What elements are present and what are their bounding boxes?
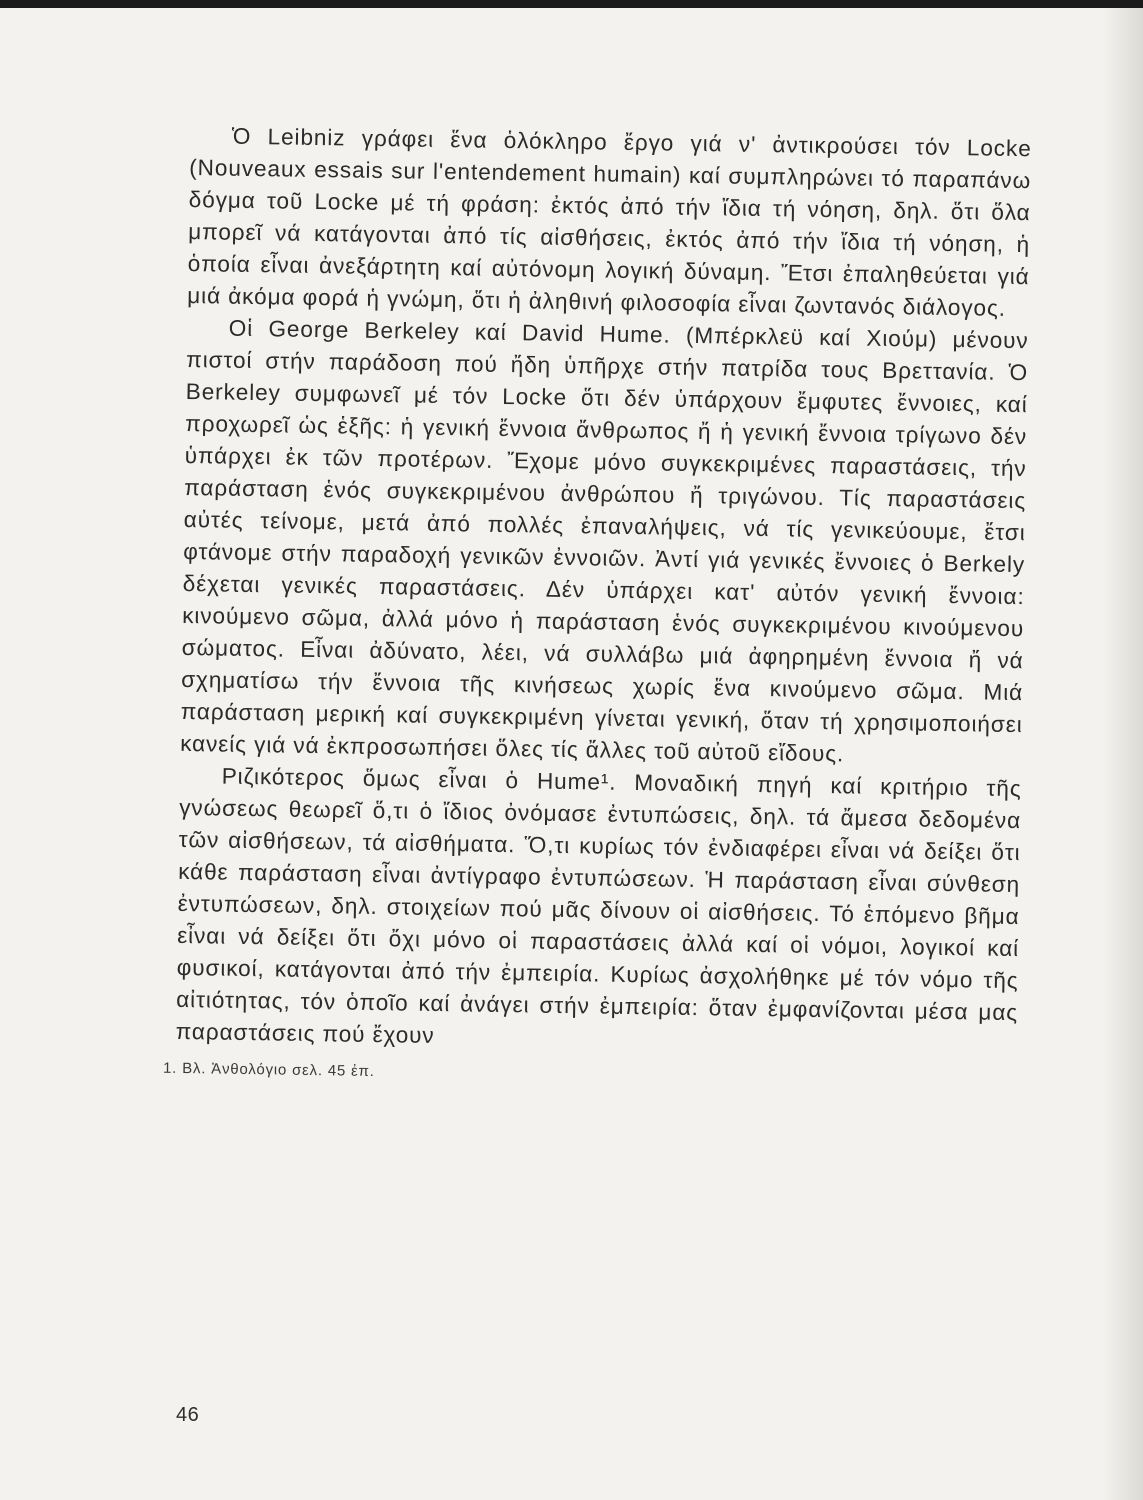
footnote: 1. Βλ. Ἀνθολόγιο σελ. 45 ἐπ.: [162, 1059, 375, 1081]
page-number: 46: [176, 1404, 200, 1426]
body-text: [162, 120, 1032, 1093]
scan-top-edge: [0, 0, 1143, 8]
book-page: [0, 8, 1143, 1500]
paragraph-hume: Ριζικότερος ὅμως εἶναι ὁ Hume¹. Μοναδική πηγή καί κριτήριο τῆς γνώσεως θεωρεῖ ὅ,τι ὁ ἴδιος ὀνόμασε ἐντυπώσεις, δηλ. τά ἄμεσα δεδομένα τῶν αἰσθήσεων, τά αἰσθήματα. Ὅ,τι κυρίως τόν ἐνδιαφέρει εἶναι νά δείξει ὅτι κάθε παράσταση εἶναι ἀντίγραφο ἐντυπώσεων. Ἡ παράσταση εἶναι σύνθεση ἐντυπώσεων, δηλ. στοιχείων πού μᾶς δίνουν οἱ αἰσθήσεις. Τό ἑπόμενο βῆμα εἶναι νά δείξει ὅτι ὄχι μόνο οἱ παραστάσεις ἀλλά καί οἱ νόμοι, λογικοί καί φυσικοί, κατάγονται ἀπό τήν ἐμπειρία. Κυρίως ἀσχολήθηκε μέ τόν νόμο τῆς αἰτιότητας, τόν ὁποῖο καί ἀνάγει στήν ἐμπειρία: ὅταν ἐμφανίζονται μέσα μας παραστάσεις πού ἔχουν: [175, 763, 1022, 1048]
paragraph-leibniz: Ὁ Leibniz γράφει ἕνα ὁλόκληρο ἔργο γιά ν' ἀντικρούσει τόν Locke (Nouveaux essais sur l'entendement humain) καί συμπληρώνει τό παραπάνω δόγμα τοῦ Locke μέ τή φράση: ἐκτός ἀπό τήν ἴδια τή νόηση, δηλ. ὅτι ὅλα μπορεῖ νά κατάγονται ἀπό τίς αἰσθήσεις, ἐκτός ἀπό τήν ἴδια τή νόηση, ἡ ὁποία εἶναι ἀνεξάρτητη καί αὐτόνομη λογική δύναμη. Ἔτσι ἐπαληθεύεται γιά μιά ἀκόμα φορά ἡ γνώμη, ὅτι ἡ ἀληθινή φιλοσοφία εἶναι ζωντανός διάλογος.: [187, 123, 1032, 321]
gutter-shadow: [1103, 8, 1143, 1500]
paragraph-berkeley: Οἱ George Berkeley καί David Hume. (Μπέρκλεϋ καί Χιούμ) μένουν πιστοί στήν παράδοση πού ἤδη ὑπῆρχε στήν πατρίδα τους Βρεττανία. Ὁ Berkeley συμφωνεῖ μέ τόν Locke ὅτι δέν ὑπάρχουν ἔμφυτες ἔννοιες, καί προχωρεῖ ὡς ἑξῆς: ἡ γενική ἔννοια ἄνθρωπος ἤ ἡ γενική ἔννοια τρίγωνο δέν ὑπάρχει ἐκ τῶν προτέρων. Ἔχομε μόνο συγκεκριμένες παραστάσεις, τήν παράσταση ἑνός συγκεκριμένου ἀνθρώπου ἤ τριγώνου. Τίς παραστάσεις αὐτές τείνομε, μετά ἀπό πολλές ἐπαναλήψεις, νά τίς γενικεύουμε, ἔτσι φτάνομε στήν παραδοχή γενικῶν ἐννοιῶν. Ἀντί γιά γενικές ἔννοιες ὁ Berkely δέχεται γενικές παραστάσεις. Δέν ὑπάρχει κατ' αὐτόν γενική ἔννοια: κινούμενο σῶμα, ἀλλά μόνο ἡ παράσταση ἑνός συγκεκριμένου κινούμενου σώματος. Εἶναι ἀδύνατο, λέει, νά συλλάβω μιά ἀφηρημένη ἔννοια ἤ νά σχηματίσω τήν ἔννοια τῆς κινήσεως χωρίς ἕνα κινούμενο σῶμα. Μιά παράσταση μερική καί συγκεκριμένη γίνεται γενική, ὅταν τή χρησιμοποιήσει κανείς γιά νά ἐκπροσωπήσει ὅλες τίς ἄλλες τοῦ αὐτοῦ εἴδους.: [180, 315, 1029, 767]
